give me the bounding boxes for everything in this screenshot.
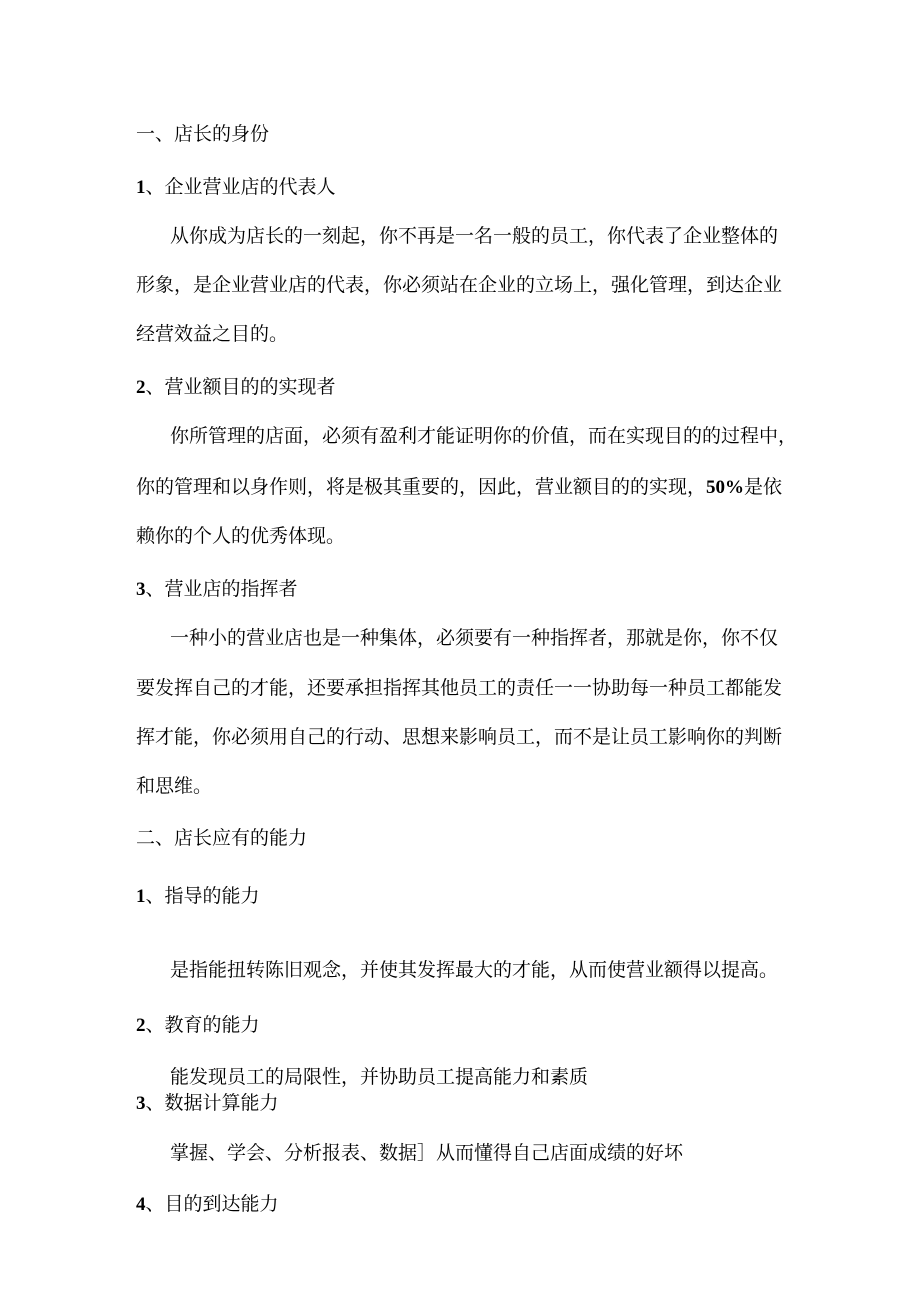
subheading-title: 、教育的能力: [145, 1014, 260, 1036]
paragraph-line: 掌握、学会、分析报表、数据］从而懂得自己店面成绩的好坏: [170, 1142, 684, 1164]
subheading-3: [136, 577, 298, 602]
subheading-title: 、指导的能力: [145, 885, 260, 907]
subheading-title: 、数据计算能力: [145, 1092, 279, 1114]
percentage-value: 50%: [706, 477, 745, 498]
subheading-number: 4: [136, 1194, 146, 1215]
paragraph-line: 能发现员工的局限性，并协助员工提高能力和素质: [170, 1066, 589, 1088]
subheading-number: 3: [136, 1093, 146, 1114]
paragraph-line: 挥才能，你必须用自己的行动、思想来影响员工，而不是让员工影响你的判断: [136, 726, 783, 748]
subheading-7: [136, 1192, 279, 1217]
section-heading-1: 一、店长的身份: [136, 123, 270, 145]
subheading-4: [136, 884, 260, 909]
subheading-title: 、营业店的指挥者: [145, 578, 298, 600]
paragraph-line: 你所管理的店面，必须有盈利才能证明你的价值，而在实现目的的过程中，: [170, 425, 798, 447]
subheading-title: 、目的到达能力: [145, 1193, 279, 1215]
subheading-number: 2: [136, 1015, 146, 1036]
paragraph-line: 从你成为店长的一刻起，你不再是一名一般的员工，你代表了企业整体的: [170, 225, 779, 247]
subheading-title: 、企业营业店的代表人: [145, 176, 336, 198]
subheading-2: [136, 375, 336, 400]
paragraph-line: 和思维。: [136, 775, 213, 797]
paragraph-line: 要发挥自己的才能，还要承担指挥其他员工的责任一一协助每一种员工都能发: [136, 677, 783, 699]
subheading-6: [136, 1091, 279, 1116]
subheading-title: 、营业额目的的实现者: [145, 376, 336, 398]
subheading-1: [136, 175, 336, 200]
subheading-number: 2: [136, 377, 146, 398]
subheading-number: 1: [136, 886, 146, 907]
subheading-number: 1: [136, 177, 146, 198]
paragraph-line: 经营效益之目的。: [136, 323, 289, 345]
paragraph-line: 赖你的个人的优秀体现。: [136, 525, 346, 547]
subheading-5: [136, 1013, 260, 1038]
paragraph-line: 形象，是企业营业店的代表，你必须站在企业的立场上，强化管理，到达企业: [136, 274, 783, 296]
paragraph-line: 一种小的营业店也是一种集体，必须要有一种指挥者，那就是你，你不仅: [170, 627, 779, 649]
paragraph-line: 是指能扭转陈旧观念，并使其发挥最大的才能，从而使营业额得以提高。: [170, 959, 779, 981]
paragraph-text: 是依: [744, 476, 783, 498]
paragraph-line: [136, 475, 782, 500]
paragraph-text: 你的管理和以身作则，将是极其重要的，因此，营业额目的的实现，: [136, 476, 707, 498]
subheading-number: 3: [136, 579, 146, 600]
section-heading-2: 二、店长应有的能力: [136, 827, 308, 849]
